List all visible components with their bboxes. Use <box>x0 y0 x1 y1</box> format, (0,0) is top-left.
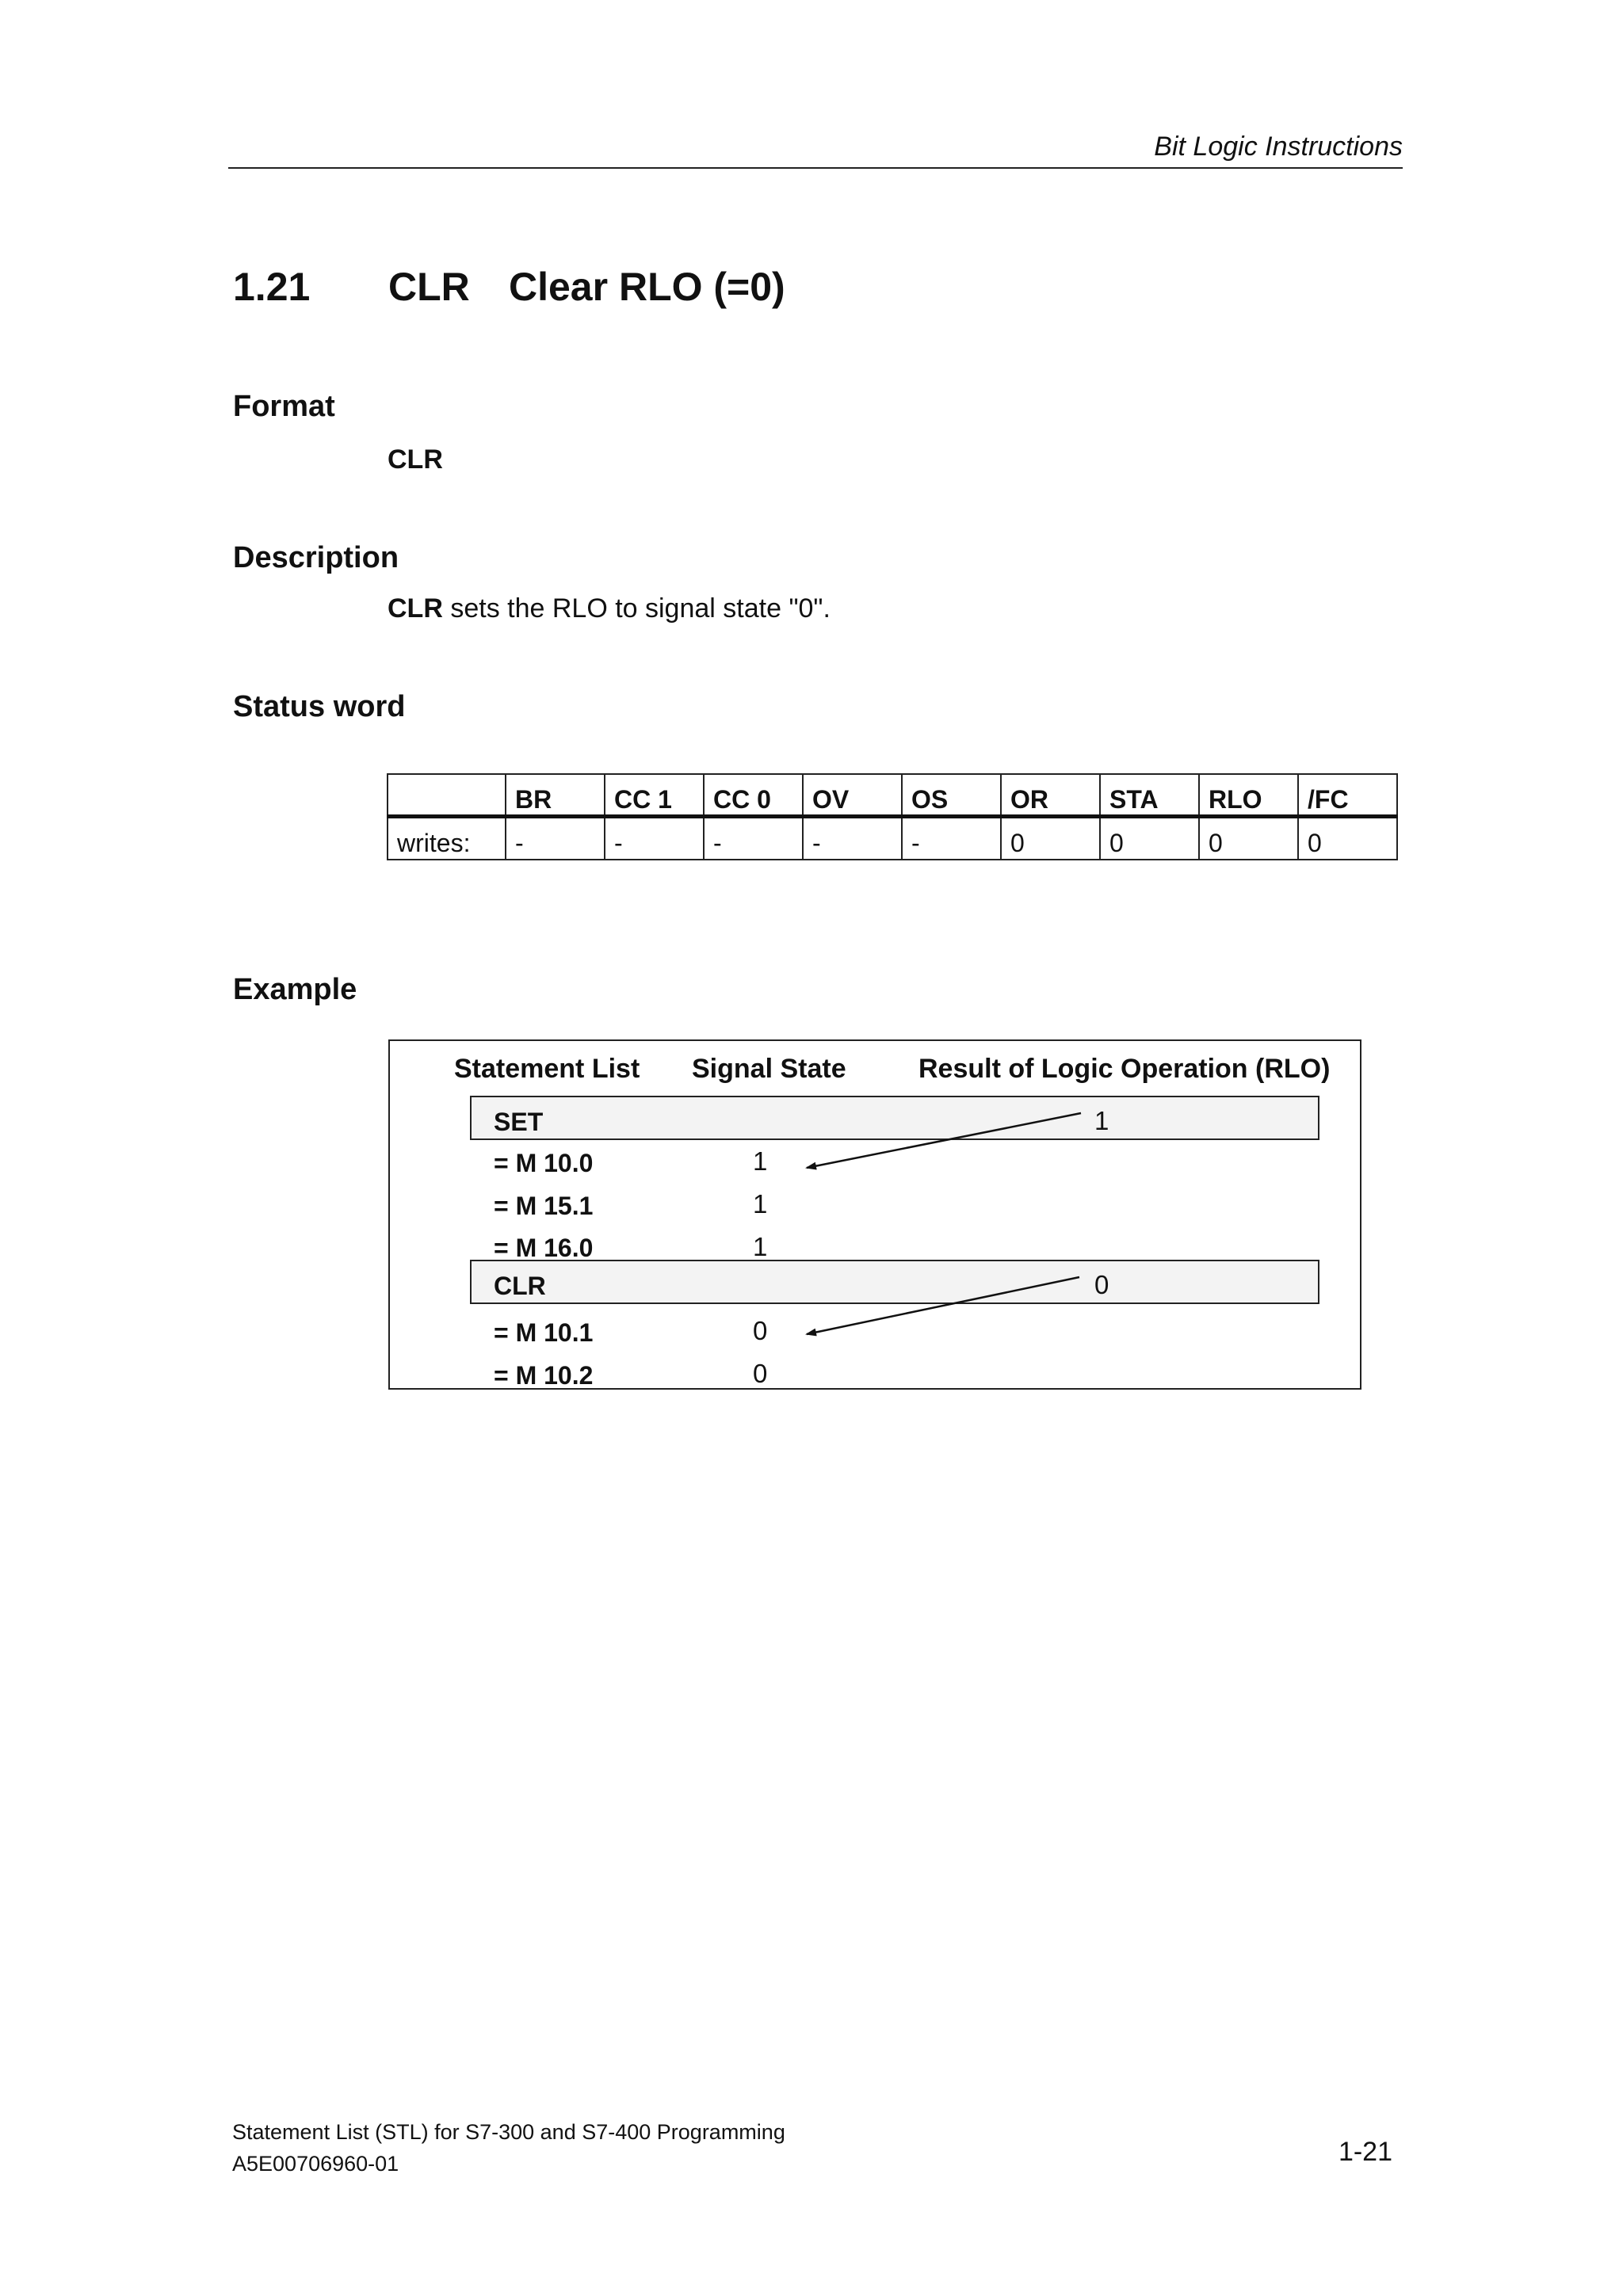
example-signal-value: 1 <box>753 1146 768 1176</box>
example-rlo-value: 1 <box>1094 1106 1109 1135</box>
format-syntax: CLR <box>388 444 443 475</box>
example-signal-value: 1 <box>753 1189 768 1219</box>
status-word-header-cell: CC 0 <box>704 774 803 817</box>
page-number: 1-21 <box>1338 2137 1392 2167</box>
status-word-cell: 0 <box>1100 817 1199 860</box>
status-word-header-cell: /FC <box>1298 774 1397 817</box>
rlo-to-signal-arrow <box>807 1113 1081 1168</box>
status-word-heading: Status word <box>233 690 406 723</box>
description-body: sets the RLO to signal state "0". <box>442 593 831 624</box>
description-keyword: CLR <box>388 593 443 624</box>
example-signal-value: 0 <box>753 1359 768 1388</box>
footer-doc-number: A5E00706960-01 <box>232 2152 399 2176</box>
status-word-cell: 0 <box>1001 817 1100 860</box>
example-statement: = M 10.2 <box>494 1361 594 1390</box>
example-col-signal: Signal State <box>692 1054 846 1084</box>
example-statement: = M 16.0 <box>494 1234 594 1262</box>
status-word-cell: - <box>506 817 605 860</box>
running-header: Bit Logic Instructions <box>1154 132 1403 162</box>
example-heading: Example <box>233 973 357 1006</box>
example-signal-value: 1 <box>753 1232 768 1261</box>
status-word-header-cell: BR <box>506 774 605 817</box>
status-word-header-cell: OS <box>902 774 1001 817</box>
example-signal-value: 0 <box>753 1316 768 1345</box>
status-word-cell: - <box>902 817 1001 860</box>
footer-manual-title: Statement List (STL) for S7-300 and S7-400 Programming <box>232 2120 785 2144</box>
status-word-header-cell: OR <box>1001 774 1100 817</box>
example-statement: = M 10.0 <box>494 1149 594 1177</box>
status-word-cell: 0 <box>1298 817 1397 860</box>
example-rlo-value: 0 <box>1094 1270 1109 1299</box>
description-heading: Description <box>233 541 399 574</box>
section-command: CLR <box>388 265 470 309</box>
example-statement: SET <box>494 1108 544 1136</box>
status-word-header-cell: OV <box>803 774 902 817</box>
status-word-header-cell: RLO <box>1199 774 1298 817</box>
status-word-cell: writes: <box>388 817 506 860</box>
section-title: Clear RLO (=0) <box>509 265 785 309</box>
status-word-cell: - <box>605 817 704 860</box>
status-word-cell: - <box>803 817 902 860</box>
section-number: 1.21 <box>233 265 311 309</box>
status-word-header-cell: CC 1 <box>605 774 704 817</box>
example-col-rlo: Result of Logic Operation (RLO) <box>918 1054 1331 1084</box>
example-col-statement: Statement List <box>454 1054 640 1084</box>
rlo-to-signal-arrow <box>807 1277 1079 1334</box>
status-word-cell: - <box>704 817 803 860</box>
status-word-header-cell: STA <box>1100 774 1199 817</box>
example-statement: = M 10.1 <box>494 1318 594 1347</box>
format-heading: Format <box>233 390 335 423</box>
status-word-cell: 0 <box>1199 817 1298 860</box>
example-statement: CLR <box>494 1272 546 1300</box>
example-statement: = M 15.1 <box>494 1192 594 1220</box>
